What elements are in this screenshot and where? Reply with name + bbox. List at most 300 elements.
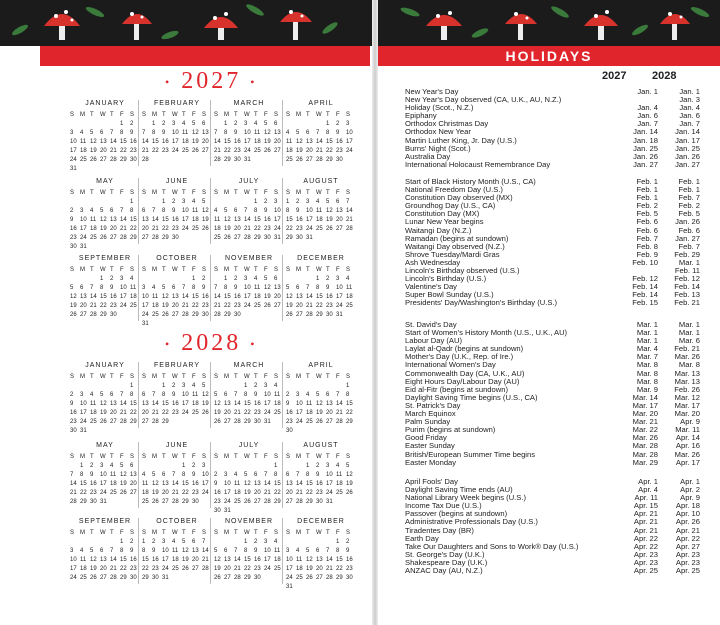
holiday-name: Holiday (Scot., N.Z.) xyxy=(405,103,474,113)
day-cell xyxy=(152,156,162,165)
day-cell: 3 xyxy=(244,276,248,282)
holiday-date-2028: Jan. 1 xyxy=(679,87,700,96)
day-cell: 20 xyxy=(110,226,117,232)
day-cell: 15 xyxy=(162,401,169,407)
day-cell xyxy=(80,382,90,391)
day-cell: 20 xyxy=(192,557,199,563)
day-cell xyxy=(162,275,172,284)
holiday-date-2027: Jan. 6 xyxy=(637,111,658,121)
day-cell: 31 xyxy=(162,575,169,581)
day-cell xyxy=(192,574,202,583)
day-cell: 21 xyxy=(110,148,117,154)
day-cell: 20 xyxy=(80,303,87,309)
day-cell: 15 xyxy=(100,294,107,300)
day-cell: 14 xyxy=(182,294,189,300)
day-cell xyxy=(326,427,336,436)
month-july xyxy=(214,442,284,516)
day-cell xyxy=(130,427,140,436)
day-cell: 5 xyxy=(306,548,310,554)
weekday-label: M xyxy=(296,454,301,460)
day-cell: 24 xyxy=(202,490,209,496)
weekday-label: S xyxy=(142,112,147,118)
month-name: MARCH xyxy=(233,362,265,369)
day-cell: 17 xyxy=(264,401,271,407)
day-cell xyxy=(110,382,120,391)
weekday-label: S xyxy=(130,374,135,380)
weekday-label: T xyxy=(182,190,186,196)
weekday-label: W xyxy=(100,267,106,273)
day-cell: 30 xyxy=(192,499,199,505)
month-july xyxy=(214,178,284,243)
month-april xyxy=(286,362,356,436)
day-cell: 28 xyxy=(316,157,323,163)
day-cell: 26 xyxy=(244,499,251,505)
month-december xyxy=(286,518,356,592)
weekday-label: S xyxy=(274,530,279,536)
day-cell: 19 xyxy=(202,217,209,223)
weekday-label: T xyxy=(306,454,310,460)
holiday-name: ANZAC Day (AU, N.Z.) xyxy=(405,566,483,576)
day-cell: 10 xyxy=(202,472,209,478)
day-cell: 31 xyxy=(80,428,87,434)
day-cell: 18 xyxy=(214,226,221,232)
weekday-label: S xyxy=(202,530,207,536)
weekday-label: S xyxy=(130,267,135,273)
holiday-date-2028: Apr. 18 xyxy=(675,501,700,511)
holiday-date-2028: Jan. 14 xyxy=(675,127,700,137)
weekday-label: T xyxy=(326,530,330,536)
holiday-date-2027: Jan. 4 xyxy=(637,103,658,113)
day-cell: 23 xyxy=(202,303,209,309)
day-cell: 27 xyxy=(274,148,281,154)
holiday-date-2028: Apr. 21 xyxy=(675,525,700,535)
day-cell: 11 xyxy=(336,472,343,478)
day-cell xyxy=(224,382,234,391)
day-cell: 20 xyxy=(306,148,313,154)
day-cell: 14 xyxy=(326,557,333,563)
day-cell: 12 xyxy=(120,472,127,478)
holiday-date-2028: Jan. 25 xyxy=(675,143,700,153)
holiday-name: St. George's Day (U.K.) xyxy=(405,549,485,559)
day-cell xyxy=(172,574,182,583)
day-cell: 2 xyxy=(130,539,134,545)
holiday-name: International Holocaust Remembrance Day xyxy=(405,159,551,169)
weekday-label: S xyxy=(214,374,219,380)
weekday-label: S xyxy=(274,267,279,273)
day-cell: 20 xyxy=(274,294,281,300)
month-name: DECEMBER xyxy=(297,255,345,262)
day-cell: 10 xyxy=(264,392,271,398)
day-cell: 12 xyxy=(192,130,199,136)
day-cell: 6 xyxy=(100,548,104,554)
day-cell: 3 xyxy=(100,463,104,469)
day-cell: 20 xyxy=(234,226,241,232)
day-cell xyxy=(152,275,162,284)
day-cell: 7 xyxy=(120,392,124,398)
holiday-date-2027: Apr. 22 xyxy=(633,533,658,543)
day-cell xyxy=(110,538,120,547)
day-cell: 1 xyxy=(244,539,248,545)
day-cell: 16 xyxy=(192,481,199,487)
day-cell: 27 xyxy=(100,575,107,581)
weekday-label: T xyxy=(326,112,330,118)
day-cell: 11 xyxy=(182,130,189,136)
month-january xyxy=(70,100,140,174)
year-title-0: • 2027 • xyxy=(165,68,258,94)
weekday-label: M xyxy=(80,454,85,460)
day-cell: 29 xyxy=(244,575,251,581)
day-cell xyxy=(336,382,346,391)
day-cell xyxy=(70,120,80,129)
day-cell: 20 xyxy=(254,490,261,496)
weekday-label: S xyxy=(286,112,291,118)
weekday-label: M xyxy=(296,374,301,380)
weekday-label: M xyxy=(152,374,157,380)
day-cell: 5 xyxy=(192,121,196,127)
day-cell xyxy=(254,311,264,320)
day-cell: 15 xyxy=(80,481,87,487)
day-cell: 18 xyxy=(90,226,97,232)
day-cell: 8 xyxy=(182,472,186,478)
weekday-label: W xyxy=(316,112,322,118)
day-cell: 16 xyxy=(130,557,137,563)
holiday-name: Groundhog Day (U.S., CA) xyxy=(405,201,496,211)
day-cell xyxy=(214,462,224,471)
holiday-date-2028: Apr. 9 xyxy=(680,493,700,503)
day-cell: 26 xyxy=(214,575,221,581)
day-cell: 12 xyxy=(202,392,209,398)
day-cell: 23 xyxy=(234,148,241,154)
weekday-label: M xyxy=(296,530,301,536)
holiday-name: Super Bowl Sunday (U.S.) xyxy=(405,290,494,300)
day-cell: 24 xyxy=(286,575,293,581)
day-cell xyxy=(90,243,100,252)
day-cell: 13 xyxy=(306,139,313,145)
day-cell: 15 xyxy=(244,401,251,407)
weekday-label: W xyxy=(316,190,322,196)
holiday-name: Eid al-Fitr (begins at sundown) xyxy=(405,384,508,394)
month-grid xyxy=(70,266,140,320)
day-cell: 23 xyxy=(336,148,343,154)
holiday-name: Daylight Saving Time begins (U.S., CA) xyxy=(405,392,538,402)
day-cell: 13 xyxy=(162,481,169,487)
day-cell: 17 xyxy=(100,481,107,487)
day-cell: 26 xyxy=(90,157,97,163)
day-cell: 30 xyxy=(286,428,293,434)
month-june xyxy=(142,178,212,243)
day-cell: 3 xyxy=(142,285,146,291)
day-cell: 29 xyxy=(306,499,313,505)
holiday-date-2027: Jan. 1 xyxy=(637,87,658,96)
weekday-label: M xyxy=(296,112,301,118)
day-cell: 6 xyxy=(192,539,196,545)
day-cell: 21 xyxy=(336,410,343,416)
day-cell: 23 xyxy=(172,226,179,232)
holiday-date-2027: Jan. 25 xyxy=(633,143,658,153)
day-cell: 20 xyxy=(316,566,323,572)
day-cell: 13 xyxy=(100,557,107,563)
weekday-label: F xyxy=(120,530,124,536)
holiday-name: Burns' Night (Scot.) xyxy=(405,143,471,153)
holiday-date-2028: Apr. 22 xyxy=(675,533,700,543)
weekday-label: W xyxy=(100,454,106,460)
weekday-label: S xyxy=(286,190,291,196)
day-cell: 25 xyxy=(234,499,241,505)
day-cell: 21 xyxy=(142,148,149,154)
weekday-label: S xyxy=(286,374,291,380)
day-cell xyxy=(346,498,356,507)
day-cell xyxy=(172,462,182,471)
weekday-label: W xyxy=(316,454,322,460)
day-cell: 27 xyxy=(306,157,313,163)
day-cell: 16 xyxy=(316,481,323,487)
holiday-name: Earth Day xyxy=(405,533,439,543)
day-cell: 23 xyxy=(162,148,169,154)
holiday-name: National Library Week begins (U.S.) xyxy=(405,493,526,503)
holiday-date-2028: Feb. 7 xyxy=(678,193,700,203)
day-cell xyxy=(120,165,130,174)
day-cell: 19 xyxy=(214,566,221,572)
holiday-name: Shrove Tuesday/Mardi Gras xyxy=(405,249,500,259)
day-cell: 2 xyxy=(152,539,156,545)
day-cell: 22 xyxy=(254,226,261,232)
day-cell: 17 xyxy=(80,226,87,232)
weekday-label: T xyxy=(234,454,238,460)
day-cell xyxy=(192,234,202,243)
day-cell: 22 xyxy=(346,410,353,416)
day-cell: 18 xyxy=(254,139,261,145)
day-cell: 27 xyxy=(110,235,117,241)
holiday-name: Presidents' Day/Washington's Birthday (U.S.) xyxy=(405,298,558,308)
day-cell: 16 xyxy=(234,294,241,300)
holiday-date-2028: Mar. 20 xyxy=(674,409,700,419)
holiday-name: March Equinox xyxy=(405,409,456,419)
day-cell: 15 xyxy=(152,139,159,145)
holiday-date-2027: Feb. 12 xyxy=(632,274,658,284)
holiday-date-2027: Feb. 1 xyxy=(636,185,658,195)
weekday-label: T xyxy=(90,267,94,273)
weekday-label: W xyxy=(244,374,250,380)
holiday-date-2028: Apr. 17 xyxy=(675,457,700,467)
day-cell: 30 xyxy=(326,312,333,318)
day-cell: 23 xyxy=(130,566,137,572)
holiday-date-2028: Mar. 1 xyxy=(678,257,700,267)
day-cell: 3 xyxy=(286,548,290,554)
day-cell: 4 xyxy=(296,548,300,554)
day-cell xyxy=(80,275,90,284)
day-cell: 29 xyxy=(130,235,137,241)
day-cell: 22 xyxy=(142,566,149,572)
day-cell: 4 xyxy=(274,539,278,545)
day-cell: 5 xyxy=(120,463,124,469)
day-cell: 17 xyxy=(264,557,271,563)
day-cell: 7 xyxy=(120,208,124,214)
holiday-name: Start of Women's History Month (U.S., U.K., AU) xyxy=(405,328,568,338)
day-cell: 21 xyxy=(214,303,221,309)
holiday-name: Commonwealth Day (CA, U.K., AU) xyxy=(405,368,525,378)
holiday-date-2027: Mar. 17 xyxy=(632,400,658,410)
day-cell: 16 xyxy=(172,401,179,407)
day-cell: 30 xyxy=(70,244,77,250)
day-cell: 15 xyxy=(346,401,353,407)
holiday-date-2028: Jan. 26 xyxy=(675,217,700,227)
day-cell: 29 xyxy=(274,499,281,505)
day-cell: 20 xyxy=(110,410,117,416)
holiday-date-2027: Mar. 7 xyxy=(636,352,658,362)
weekday-label: T xyxy=(90,112,94,118)
day-cell xyxy=(264,462,274,471)
day-cell: 2 xyxy=(70,392,74,398)
day-cell: 2 xyxy=(214,472,218,478)
day-cell: 28 xyxy=(152,419,159,425)
holiday-section xyxy=(405,178,700,308)
day-cell: 3 xyxy=(182,199,186,205)
holiday-date-2027: Mar. 8 xyxy=(636,360,658,370)
day-cell: 1 xyxy=(152,121,156,127)
weekday-label: T xyxy=(162,112,166,118)
weekday-label: M xyxy=(80,267,85,273)
weekday-label: T xyxy=(254,112,258,118)
day-cell: 5 xyxy=(202,383,206,389)
day-cell: 16 xyxy=(130,139,137,145)
weekday-label: F xyxy=(264,190,268,196)
day-cell: 31 xyxy=(274,235,281,241)
day-cell: 11 xyxy=(110,472,117,478)
holiday-name: Passover (begins at sundown) xyxy=(405,509,508,519)
day-cell xyxy=(182,275,192,284)
day-cell: 23 xyxy=(254,566,261,572)
day-cell: 2 xyxy=(336,121,340,127)
weekday-label: T xyxy=(234,374,238,380)
day-cell: 2 xyxy=(234,276,238,282)
holiday-date-2027: Feb. 10 xyxy=(632,257,658,267)
day-cell: 6 xyxy=(142,392,146,398)
day-cell xyxy=(70,198,80,207)
holiday-date-2027: Mar. 20 xyxy=(632,409,658,419)
day-cell: 17 xyxy=(336,294,343,300)
day-cell: 20 xyxy=(224,566,231,572)
day-cell: 3 xyxy=(172,121,176,127)
month-december xyxy=(286,255,356,320)
holiday-date-2027: Mar. 1 xyxy=(636,328,658,338)
day-cell xyxy=(316,120,326,129)
day-cell: 30 xyxy=(110,312,117,318)
weekday-label: W xyxy=(100,374,106,380)
holiday-name: Shakespeare Day (U.K.) xyxy=(405,557,488,567)
day-cell xyxy=(100,198,110,207)
holiday-date-2027: Mar. 1 xyxy=(636,336,658,346)
day-cell: 14 xyxy=(110,557,117,563)
day-cell: 30 xyxy=(264,235,271,241)
day-cell: 5 xyxy=(90,130,94,136)
day-cell: 12 xyxy=(346,472,353,478)
day-cell: 5 xyxy=(90,548,94,554)
weekday-label: T xyxy=(110,267,114,273)
day-cell: 8 xyxy=(192,285,196,291)
day-cell: 3 xyxy=(80,392,84,398)
holiday-section xyxy=(405,478,700,575)
day-cell: 29 xyxy=(120,575,127,581)
day-cell: 13 xyxy=(286,481,293,487)
month-grid xyxy=(286,111,356,165)
day-cell: 26 xyxy=(90,575,97,581)
day-cell: 28 xyxy=(110,575,117,581)
day-cell: 15 xyxy=(182,481,189,487)
day-cell: 31 xyxy=(326,499,333,505)
day-cell: 27 xyxy=(130,490,137,496)
day-cell: 28 xyxy=(202,566,209,572)
day-cell: 23 xyxy=(296,226,303,232)
day-cell: 19 xyxy=(152,490,159,496)
day-cell: 17 xyxy=(182,217,189,223)
day-cell xyxy=(326,382,336,391)
day-cell: 27 xyxy=(100,157,107,163)
holiday-date-2027: Apr. 21 xyxy=(633,517,658,527)
day-cell: 21 xyxy=(234,410,241,416)
day-cell: 2 xyxy=(346,539,350,545)
weekday-label: T xyxy=(110,454,114,460)
holiday-name: Daylight Saving Time ends (AU) xyxy=(405,485,513,495)
day-cell: 29 xyxy=(130,419,137,425)
day-cell: 26 xyxy=(224,235,231,241)
day-cell xyxy=(90,165,100,174)
holiday-date-2028: Feb. 26 xyxy=(674,384,700,394)
month-name: JANUARY xyxy=(85,100,125,107)
holiday-date-2027: Feb. 7 xyxy=(636,233,658,243)
day-cell xyxy=(120,311,130,320)
day-cell: 29 xyxy=(346,419,353,425)
holiday-date-2027: Apr. 25 xyxy=(633,566,658,576)
day-cell: 4 xyxy=(130,276,134,282)
day-cell: 24 xyxy=(264,566,271,572)
day-cell: 18 xyxy=(80,566,87,572)
day-cell: 12 xyxy=(296,139,303,145)
day-cell xyxy=(100,382,110,391)
day-cell: 19 xyxy=(70,303,77,309)
day-cell: 10 xyxy=(172,130,179,136)
holiday-date-2027: Mar. 1 xyxy=(636,320,658,329)
day-cell: 6 xyxy=(110,208,114,214)
day-cell: 15 xyxy=(192,294,199,300)
day-cell: 12 xyxy=(264,130,271,136)
day-cell xyxy=(70,382,80,391)
day-cell: 16 xyxy=(214,490,221,496)
weekday-label: S xyxy=(202,374,207,380)
day-cell: 5 xyxy=(264,121,268,127)
day-cell xyxy=(90,382,100,391)
holiday-name: Australia Day xyxy=(405,151,451,161)
weekday-label: S xyxy=(202,112,207,118)
day-cell: 22 xyxy=(182,490,189,496)
holiday-name: Waitangi Day (N.Z.) xyxy=(405,225,472,235)
day-cell: 13 xyxy=(80,294,87,300)
weekday-label: F xyxy=(120,190,124,196)
holiday-date-2027: Feb. 5 xyxy=(636,209,658,219)
weekday-label: M xyxy=(152,267,157,273)
day-cell xyxy=(224,462,234,471)
day-cell: 31 xyxy=(336,312,343,318)
month-grid xyxy=(286,453,356,507)
day-cell: 13 xyxy=(100,139,107,145)
weekday-label: S xyxy=(142,374,147,380)
year-title-1: • 2028 • xyxy=(165,330,258,356)
day-cell xyxy=(316,538,326,547)
day-cell: 2 xyxy=(264,199,268,205)
day-cell xyxy=(286,382,296,391)
holiday-date-2028: Feb. 2 xyxy=(678,201,700,211)
day-cell xyxy=(152,382,162,391)
day-cell: 16 xyxy=(326,294,333,300)
